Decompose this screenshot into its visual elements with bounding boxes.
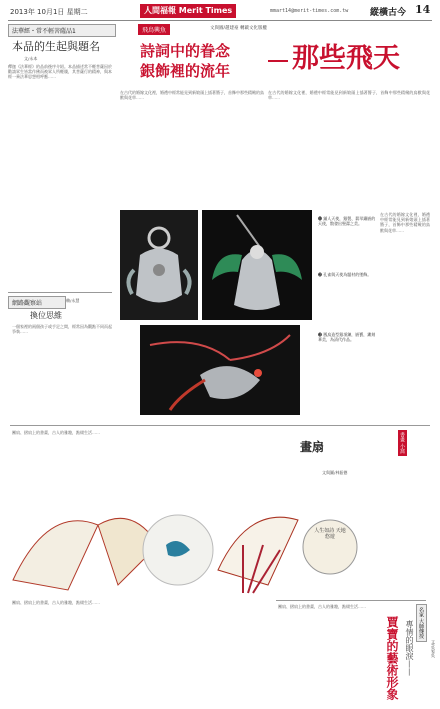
bottom-divider: [276, 600, 426, 601]
newspaper-logo: 人間福報 Merit Times: [140, 4, 236, 18]
column2-author: 賴/永慧: [66, 298, 80, 303]
bottom-author: 文/吳家吳: [431, 640, 436, 658]
fan-calligraphy: 人生如詩 天地悠遊: [314, 528, 346, 540]
bottom-body: 團扇、摺扇上的書畫，古人的雅趣，點綴生活……: [278, 604, 366, 609]
bottom-subtitle: 專情的眼淚——: [405, 620, 414, 676]
silver-pendant-photo: [120, 210, 198, 320]
column-body: 釋迦《法華經》的品前後序介紹。本品描述常不輕菩薩因於勸請眾生皆當作佛而被眾人所輕賤，其菩薩行的精神，與本經一乘法華思想相呼應……: [8, 64, 112, 80]
bottom-title: 賈寶的藝術形象: [385, 616, 399, 700]
caption-2: ❷ 孔雀與天使為題材的墜飾。: [318, 272, 372, 277]
column-header-net: 網路觀察站: [8, 296, 66, 309]
feature-tag: 飛鳥興魚: [138, 24, 170, 35]
phoenix-necklace-photo: [140, 325, 300, 415]
column-title: 本品的生起與題名: [12, 40, 100, 53]
column-divider: [8, 292, 112, 293]
feature-title-line2: 銀飾裡的流年: [140, 62, 231, 80]
feature-title-line1: 詩詞中的眷念: [140, 42, 231, 60]
feature-body-right: 在古代的婚嫁文化裡，婚禮中經常能見到新娘頭上插著簪子，首飾中那些精緻的鳥獸與花草……: [268, 90, 430, 101]
section-name: 縱橫古今: [370, 8, 407, 18]
column-header-lotus: 法華經・常不輕菩薩品1: [8, 24, 116, 37]
issue-date: 2013年 10月1日 星期二: [10, 8, 88, 16]
fan-body-2: 團扇、摺扇上的書畫，古人的雅趣，點綴生活……: [12, 600, 100, 605]
feature-byline: 文與圖/趙建豪 轉載文化版權: [210, 26, 267, 31]
angel-pendant-photo: [202, 210, 312, 320]
feature-body-left: 在古代的婚嫁文化裡，婚禮中經常能見到新娘頭上插著簪子，首飾中那些精緻的鳥獸與花草……: [120, 90, 264, 101]
caption-3: ❸ 鳳鳥造型銀項鍊，嵌寶，鏤刻華美，為清代作品。: [318, 332, 376, 342]
fan-header: 書畫 小窩: [399, 432, 405, 454]
bottom-header: 名家 大師傳授: [416, 604, 427, 642]
fan-author: 文與圖/林振德: [322, 470, 348, 475]
contact-url: mmart14@merit-times.com.tw: [270, 8, 349, 14]
column2-body: 一個家裡的兩個孩子或手足之間，經常因為觀點不同而起爭執……: [12, 324, 112, 335]
fan-images: [8, 505, 358, 595]
feature-title-main: 那些飛天: [292, 43, 400, 74]
page-number: 14: [415, 3, 431, 16]
column-author: 文/永本: [24, 56, 38, 61]
fan-body: 團扇、摺扇上的書畫，古人的雅趣，點綴生活……: [12, 430, 100, 435]
column2-title: 換位思維: [30, 311, 62, 320]
title-dash: [268, 60, 288, 62]
feature-body-side: 在古代的婚嫁文化裡，婚禮中經常能見到新娘頭上插著簪子，首飾中那些精緻的鳥獸與花草……: [380, 212, 430, 233]
fan-title: 畫扇: [300, 440, 325, 454]
section-divider: [10, 425, 430, 426]
caption-1: ❶ 鋪人天使，銀製、翡翠鑲嵌的天使，散發出聖潔之美。: [318, 216, 376, 226]
